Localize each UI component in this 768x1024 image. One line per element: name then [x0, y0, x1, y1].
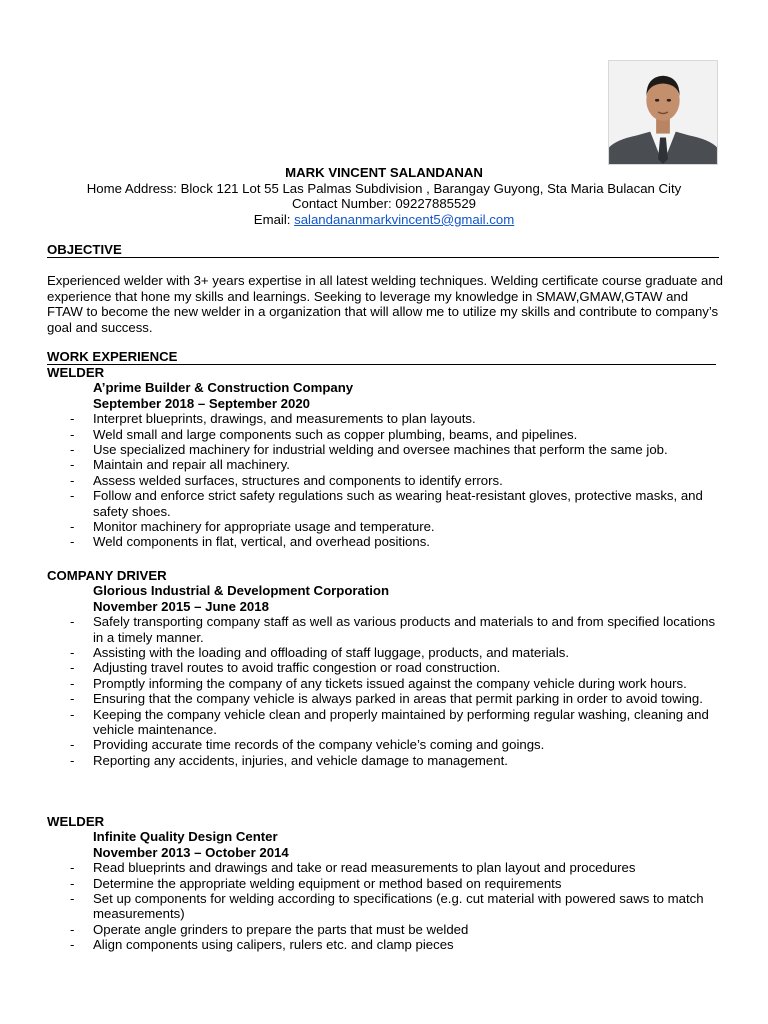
- applicant-name: MARK VINCENT SALANDANAN: [285, 165, 483, 180]
- duty-item: - Weld small and large components such as copper plumbing, beams, and pipelines.: [47, 427, 727, 442]
- job-duties: [47, 411, 727, 550]
- duty-item: - Ensuring that the company vehicle is always parked in areas that permit parking in order to avoid towing.: [47, 691, 727, 706]
- email-label: Email:: [253, 211, 295, 227]
- duty-item: - Operate angle grinders to prepare the parts that must be welded: [47, 922, 727, 937]
- job-duties: [47, 614, 727, 768]
- job-entry: [47, 568, 727, 768]
- duty-item: - Adjusting travel routes to avoid traffic congestion or road construction.: [47, 660, 727, 675]
- email-line: [0, 212, 768, 228]
- duty-item: - Providing accurate time records of the company vehicle’s coming and goings.: [47, 737, 727, 752]
- duty-item: - Weld components in flat, vertical, and overhead positions.: [47, 534, 727, 549]
- duty-item: - Assess welded surfaces, structures and components to identify errors.: [47, 473, 727, 488]
- email-link[interactable]: salandananmarkvincent5@gmail.com: [294, 211, 515, 227]
- duty-item: - Set up components for welding according to specifications (e.g. cut material with powered saws to match measurements): [47, 891, 727, 922]
- job-company: A’prime Builder & Construction Company: [93, 380, 354, 396]
- duty-item: - Use specialized machinery for industrial welding and oversee machines that perform the same job.: [47, 442, 727, 457]
- profile-photo-image: [609, 61, 717, 164]
- job-period: September 2018 – September 2020: [93, 395, 310, 411]
- duty-item: - Maintain and repair all machinery.: [47, 457, 727, 472]
- work-experience-heading: WORK EXPERIENCE: [47, 349, 716, 365]
- duty-item: - Assisting with the loading and offloading of staff luggage, products, and materials.: [47, 645, 727, 660]
- job-period: November 2015 – June 2018: [93, 598, 269, 614]
- job-role: COMPANY DRIVER: [47, 568, 167, 583]
- duty-item: - Interpret blueprints, drawings, and measurements to plan layouts.: [47, 411, 727, 426]
- duty-item: - Read blueprints and drawings and take or read measurements to plan layout and procedures: [47, 860, 727, 875]
- profile-photo: [608, 60, 718, 165]
- duty-item: - Determine the appropriate welding equipment or method based on requirements: [47, 876, 727, 891]
- duty-item: - Monitor machinery for appropriate usage and temperature.: [47, 519, 727, 534]
- duty-item: - Promptly informing the company of any tickets issued against the company vehicle during work hours.: [47, 676, 727, 691]
- job-company: Infinite Quality Design Center: [93, 829, 278, 845]
- objective-text: Experienced welder with 3+ years expertise in all latest welding techniques. Welding certificate course graduate and experience that hone my skills and learnings. Seeking to leverage my knowledge in SMAW,GMAW,GTAW and FTAW to become the new welder in a organization that will allow me to utilize my skills and contribute to company’s goal and success.: [47, 273, 723, 335]
- home-address: Home Address: Block 121 Lot 55 Las Palmas Subdivision , Barangay Guyong, Sta Maria Bulacan City: [86, 180, 682, 196]
- duty-item: - Keeping the company vehicle clean and properly maintained by performing regular washing, cleaning and vehicle maintenance.: [47, 707, 727, 738]
- duty-item: - Safely transporting company staff as well as various products and materials to and from specified locations in a timely manner.: [47, 614, 727, 645]
- contact-header: [0, 165, 768, 227]
- job-period: November 2013 – October 2014: [93, 844, 289, 860]
- job-role: WELDER: [47, 365, 105, 380]
- job-role: WELDER: [47, 814, 105, 829]
- job-company: Glorious Industrial & Development Corporation: [93, 583, 390, 599]
- duty-item: - Reporting any accidents, injuries, and vehicle damage to management.: [47, 753, 727, 768]
- job-duties: [47, 860, 727, 952]
- duty-item: - Align components using calipers, rulers etc. and clamp pieces: [47, 937, 727, 952]
- contact-number: Contact Number: 09227885529: [291, 196, 477, 212]
- job-entry: [47, 814, 727, 953]
- objective-heading: OBJECTIVE: [47, 242, 719, 258]
- job-entry: [47, 365, 727, 550]
- duty-item: - Follow and enforce strict safety regulations such as wearing heat-resistant gloves, protective masks, and safety shoes.: [47, 488, 727, 519]
